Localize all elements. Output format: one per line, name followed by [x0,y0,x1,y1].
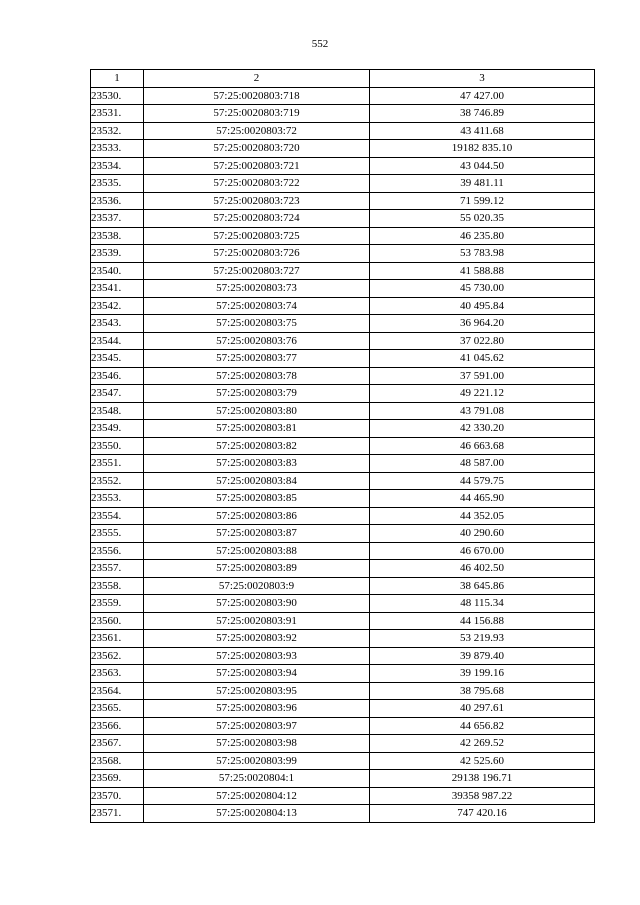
value-cell: 40 495.84 [370,297,595,315]
value-cell: 19182 835.10 [370,140,595,158]
table-row [91,472,595,490]
value-cell: 44 465.90 [370,490,595,508]
value-cell: 39 481.11 [370,175,595,193]
row-number-cell: 23558. [91,577,144,595]
table-row [91,700,595,718]
row-number-cell: 23544. [91,332,144,350]
value-cell: 41 588.88 [370,262,595,280]
value-cell: 29138 196.71 [370,770,595,788]
cadastral-number-cell: 57:25:0020804:12 [144,787,370,805]
row-number-cell: 23534. [91,157,144,175]
row-number-cell: 23546. [91,367,144,385]
cadastral-number-cell: 57:25:0020803:72 [144,122,370,140]
row-number-cell: 23532. [91,122,144,140]
row-number-cell: 23570. [91,787,144,805]
value-cell: 55 020.35 [370,210,595,228]
row-number-cell: 23531. [91,105,144,123]
cadastral-number-cell: 57:25:0020803:90 [144,595,370,613]
table-row [91,105,595,123]
row-number-cell: 23555. [91,525,144,543]
page-number: 552 [311,38,329,50]
table-row [91,560,595,578]
value-cell: 42 525.60 [370,752,595,770]
value-cell: 53 219.93 [370,630,595,648]
table-row [91,122,595,140]
value-cell: 39358 987.22 [370,787,595,805]
row-number-cell: 23541. [91,280,144,298]
table-row [91,87,595,105]
row-number-cell: 23549. [91,420,144,438]
cadastral-number-cell: 57:25:0020803:86 [144,507,370,525]
table-row [91,402,595,420]
value-cell: 45 730.00 [370,280,595,298]
cadastral-number-cell: 57:25:0020803:99 [144,752,370,770]
cadastral-number-cell: 57:25:0020803:720 [144,140,370,158]
cadastral-number-cell: 57:25:0020803:92 [144,630,370,648]
value-cell: 44 656.82 [370,717,595,735]
cadastral-number-cell: 57:25:0020804:1 [144,770,370,788]
value-cell: 53 783.98 [370,245,595,263]
value-cell: 46 670.00 [370,542,595,560]
row-number-cell: 23563. [91,665,144,683]
table-row [91,192,595,210]
table-body [91,87,595,822]
table-row [91,630,595,648]
table-row [91,227,595,245]
table-row [91,735,595,753]
cadastral-number-cell: 57:25:0020803:727 [144,262,370,280]
cadastral-number-cell: 57:25:0020803:75 [144,315,370,333]
value-cell: 46 235.80 [370,227,595,245]
table-row [91,367,595,385]
value-cell: 44 579.75 [370,472,595,490]
row-number-cell: 23559. [91,595,144,613]
cadastral-number-cell: 57:25:0020803:9 [144,577,370,595]
cadastral-number-cell: 57:25:0020803:97 [144,717,370,735]
value-cell: 37 591.00 [370,367,595,385]
cadastral-number-cell: 57:25:0020803:73 [144,280,370,298]
row-number-cell: 23568. [91,752,144,770]
value-cell: 38 795.68 [370,682,595,700]
cadastral-number-cell: 57:25:0020803:84 [144,472,370,490]
cadastral-number-cell: 57:25:0020803:85 [144,490,370,508]
cadastral-number-cell: 57:25:0020803:89 [144,560,370,578]
column-header: 2 [144,70,370,88]
value-cell: 36 964.20 [370,315,595,333]
table-row [91,420,595,438]
table-row [91,542,595,560]
row-number-cell: 23535. [91,175,144,193]
table-row [91,297,595,315]
table-row [91,805,595,823]
table-row [91,175,595,193]
cadastral-number-cell: 57:25:0020803:78 [144,367,370,385]
value-cell: 37 022.80 [370,332,595,350]
cadastral-number-cell: 57:25:0020803:93 [144,647,370,665]
table-row [91,332,595,350]
value-cell: 44 352.05 [370,507,595,525]
row-number-cell: 23547. [91,385,144,403]
table-row [91,455,595,473]
row-number-cell: 23536. [91,192,144,210]
table-row [91,385,595,403]
value-cell: 38 645.86 [370,577,595,595]
cadastral-value-table [90,69,595,823]
cadastral-number-cell: 57:25:0020803:76 [144,332,370,350]
cadastral-number-cell: 57:25:0020803:722 [144,175,370,193]
value-cell: 43 044.50 [370,157,595,175]
value-cell: 49 221.12 [370,385,595,403]
row-number-cell: 23566. [91,717,144,735]
cadastral-number-cell: 57:25:0020803:77 [144,350,370,368]
cadastral-number-cell: 57:25:0020803:82 [144,437,370,455]
cadastral-number-cell: 57:25:0020803:95 [144,682,370,700]
row-number-cell: 23539. [91,245,144,263]
table-row [91,647,595,665]
column-header: 1 [91,70,144,88]
cadastral-number-cell: 57:25:0020803:723 [144,192,370,210]
row-number-cell: 23556. [91,542,144,560]
row-number-cell: 23557. [91,560,144,578]
row-number-cell: 23564. [91,682,144,700]
table-row [91,140,595,158]
value-cell: 41 045.62 [370,350,595,368]
row-number-cell: 23560. [91,612,144,630]
table-row [91,665,595,683]
value-cell: 39 879.40 [370,647,595,665]
cadastral-number-cell: 57:25:0020803:81 [144,420,370,438]
cadastral-number-cell: 57:25:0020803:719 [144,105,370,123]
value-cell: 43 791.08 [370,402,595,420]
table-row [91,612,595,630]
row-number-cell: 23538. [91,227,144,245]
table-row [91,350,595,368]
value-cell: 747 420.16 [370,805,595,823]
value-cell: 48 587.00 [370,455,595,473]
cadastral-number-cell: 57:25:0020803:80 [144,402,370,420]
row-number-cell: 23554. [91,507,144,525]
cadastral-number-cell: 57:25:0020803:724 [144,210,370,228]
cadastral-number-cell: 57:25:0020803:91 [144,612,370,630]
cadastral-number-cell: 57:25:0020803:725 [144,227,370,245]
table-row [91,577,595,595]
table-row [91,437,595,455]
cadastral-number-cell: 57:25:0020803:718 [144,87,370,105]
row-number-cell: 23540. [91,262,144,280]
cadastral-number-cell: 57:25:0020803:721 [144,157,370,175]
table-row [91,787,595,805]
column-header: 3 [370,70,595,88]
row-number-cell: 23552. [91,472,144,490]
table-header-row [91,70,595,88]
row-number-cell: 23562. [91,647,144,665]
value-cell: 39 199.16 [370,665,595,683]
table-row [91,210,595,228]
row-number-cell: 23561. [91,630,144,648]
cadastral-number-cell: 57:25:0020803:74 [144,297,370,315]
row-number-cell: 23550. [91,437,144,455]
value-cell: 48 115.34 [370,595,595,613]
cadastral-number-cell: 57:25:0020803:79 [144,385,370,403]
row-number-cell: 23569. [91,770,144,788]
table-row [91,752,595,770]
row-number-cell: 23548. [91,402,144,420]
cadastral-number-cell: 57:25:0020803:726 [144,245,370,263]
table-row [91,157,595,175]
table-row [91,262,595,280]
row-number-cell: 23530. [91,87,144,105]
row-number-cell: 23571. [91,805,144,823]
value-cell: 43 411.68 [370,122,595,140]
table-row [91,507,595,525]
value-cell: 38 746.89 [370,105,595,123]
value-cell: 47 427.00 [370,87,595,105]
value-cell: 44 156.88 [370,612,595,630]
row-number-cell: 23545. [91,350,144,368]
value-cell: 40 290.60 [370,525,595,543]
row-number-cell: 23537. [91,210,144,228]
row-number-cell: 23543. [91,315,144,333]
table-row [91,770,595,788]
row-number-cell: 23533. [91,140,144,158]
table-row [91,490,595,508]
row-number-cell: 23542. [91,297,144,315]
table-row [91,595,595,613]
cadastral-number-cell: 57:25:0020803:83 [144,455,370,473]
row-number-cell: 23551. [91,455,144,473]
cadastral-number-cell: 57:25:0020804:13 [144,805,370,823]
value-cell: 71 599.12 [370,192,595,210]
cadastral-number-cell: 57:25:0020803:87 [144,525,370,543]
cadastral-number-cell: 57:25:0020803:88 [144,542,370,560]
value-cell: 40 297.61 [370,700,595,718]
table-row [91,717,595,735]
value-cell: 46 663.68 [370,437,595,455]
table-row [91,315,595,333]
value-cell: 46 402.50 [370,560,595,578]
value-cell: 42 269.52 [370,735,595,753]
cadastral-number-cell: 57:25:0020803:98 [144,735,370,753]
row-number-cell: 23565. [91,700,144,718]
table-row [91,682,595,700]
row-number-cell: 23553. [91,490,144,508]
row-number-cell: 23567. [91,735,144,753]
cadastral-number-cell: 57:25:0020803:94 [144,665,370,683]
table-row [91,525,595,543]
value-cell: 42 330.20 [370,420,595,438]
table-row [91,280,595,298]
table-row [91,245,595,263]
cadastral-number-cell: 57:25:0020803:96 [144,700,370,718]
